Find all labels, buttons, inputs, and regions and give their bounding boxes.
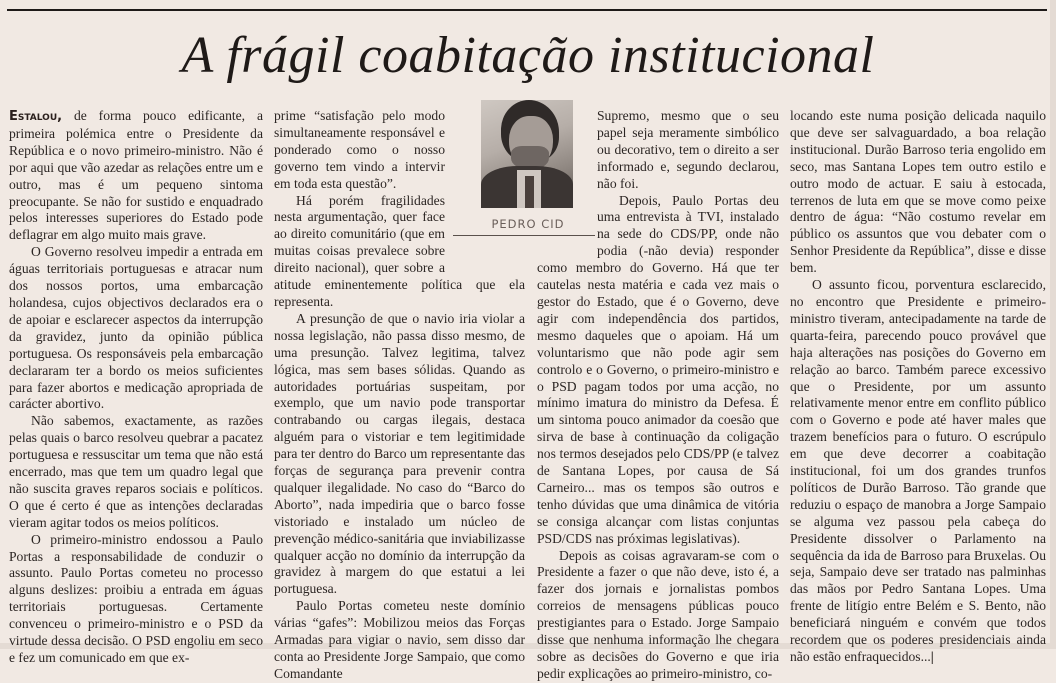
lead-word: Estalou, — [9, 109, 63, 124]
paragraph: prime “satisfação pelo modo simultaneamente responsável e ponderado como o nosso governo tem vindo a intervir em toda esta questão”. — [274, 108, 445, 191]
article-headline: A frágil coabitação institucional — [181, 27, 875, 84]
paragraph: Depois as coisas agravaram-se com o Presidente a fazer o que não deve, isto é, a fazer dos jornais e jornalistas pombos correios de mensagens públicas pouco prestigiantes para o Estado. Jorge Sampaio disse que nenhuma informação lhe chegara sobre as decisões do Governo e que iria pedir explicações ao primeiro-ministro, co- — [537, 547, 779, 681]
photo-clearance — [537, 108, 597, 258]
paragraph: O primeiro-ministro endossou a Paulo Portas a responsabilidade de conduzir o assunto. Paulo Portas cometeu no processo alguns deslizes: proibiu a entrada em águas territoriais portuguesas. Certamente convenceu o primeiro-ministro e o PSD da virtude dessa decisão. O PSD engoliu em seco e fez um comunicado em que ex- — [9, 531, 263, 665]
paragraph: Não sabemos, exactamente, as razões pelas quais o barco resolveu quebrar a pacatez portuguesa e ressuscitar um tema que não está encerrado, mas que tem um quadro legal que não suscita graves reparos sociais e políticos. O que é certo é que as intenções declaradas vieram agitar todos os meios políticos. — [9, 413, 263, 530]
paragraph: A presunção de que o navio iria violar a nossa legislação, não passa disso mesmo, de uma presunção. Talvez legitima, talvez lógica, mas sem bases sólidas. Quando as autoridades portuárias suspeitam, por exemplo, que um navio pode transportar contrabando ou cargas ilegais, destaca alguém para o vistoriar e tem legitimidade para ter dentro do Barco um representante das forças de segurança para prevenir contra qualquer ilegalidade. No caso do “Barco do Aborto”, nada impediria que o barco fosse vistoriado e instalado um núcleo de prevenção médico-sanitária que inviabilizasse qualquer acção no domínio da interrupção da gravidez à margem do que estatui a lei portuguesa. — [274, 310, 525, 597]
paragraph: Paulo Portas cometeu neste domínio várias “gafes”: Mobilizou meios das Forças Armadas para vigiar o navio, sem disso dar conta ao Presidente Jorge Sampaio, que como Comandante — [274, 598, 525, 681]
paragraph: Estalou, de forma pouco edificante, a primeira polémica entre o Presidente da República e o novo primeiro-ministro. Não é por aqui que vão azedar as relações entre um e outro, mas é um pequeno sintoma preocupante. Se não for sustido e enquadrado pelos interesses superiores do Estado pode deflagrar em algo muito mais grave. — [9, 108, 263, 243]
paragraph: O assunto ficou, porventura esclarecido, no encontro que Presidente e primeiro-ministro tiveram, antecipadamente na tarde de quarta-feira, parecendo pouco provável que haja alterações nas posições do Governo em relação ao barco. Também parece excessivo que o Presidente, por um assunto relativamente menor entre em conflito público com o Governo e pode até haver males que trazem benefícios para o futuro. O escrúpulo em que deve decorrer a coabitação institucional, foi um dos grandes trunfos políticos de Durão Barroso. Tão grande que reduziu o espaço de manobra a Jorge Sampaio se alguma vez passou pela cabeça do Presidente dissolver o Parlamento na sequência da ida de Barroso para Bruxelas. Ou seja, Sampaio deve ser tratado nas palminhas das mãos por Pedro Santana Lopes. Uma frente de litígio entre Belém e S. Bento, não beneficiará ninguém e convém que todos recordem que os poderes presidenciais ainda não estão enfraquecidos...| — [790, 277, 1046, 664]
top-rule-divider — [7, 9, 1047, 11]
end-mark: | — [930, 649, 934, 664]
article-column-3 — [537, 108, 779, 683]
article-column-4 — [790, 108, 1046, 666]
paragraph: O Governo resolveu impedir a entrada em águas territoriais portuguesas e atracar num dos nossos portos, uma embarcação holandesa, cujos objectivos declarados era o de apoiar e esclarecer aspectos da interrupção da gravidez, junto da opinião pública portuguesa. Os responsáveis pela embarcação declararam ter a bordo os meios suficientes para fazer abortos e medicação apropriada de carácter abortivo. — [9, 244, 263, 412]
article-column-1 — [9, 108, 263, 667]
author-byline: PEDRO CID — [491, 217, 565, 231]
paragraph: Supremo, mesmo que o seu papel seja meramente simbólico ou decorativo, tem o direito a ser informado e, segundo declarou, não foi. — [597, 108, 779, 191]
paragraph: Depois, Paulo Portas deu uma entrevista à TVI, instalado na sede do CDS/PP, onde não podia (-não devia) responder como membro do Governo. Há que ter cautelas nesta matéria e cada vez mais o gestor do Estado, que é o Governo, deve agir com independência dos partidos, mesmo daqueles que o apoiam. Há um voluntarismo que não pode agir sem controlo e o Governo, o primeiro-ministro e o PSD pagam todos por uma acção, no mínimo imatura do ministro da Defesa. É um sintoma pouco animador da coesão que sirva de base à continuação da coligação nos termos desejados pelo CDS/PP (e talvez de Santana Lopes, por causa de Sá Carneiro... mas os tempos são outros e tenho dúvidas que uma dinâmica de vitória se consiga alcançar com listas conjuntas PSD/CDS nas próximas legislativas). — [537, 192, 779, 546]
paragraph: locando este numa posição delicada naquilo que deve ser salvaguardado, a boa relação institucional. Durão Barroso teria engolido em seco, mas Santana Lopes tem outro estilo e outro modo de actuar. E saiu à estocada, terrenos de luta em que se move como peixe dentro de água: “Não costumo revelar em público os assuntos que vou debater com o Senhor Presidente da República”, disse e disse bem. — [790, 108, 1046, 276]
paragraph: Há porém fragilidades nesta argumentação, quer face ao direito comunitário (que em muitas coisas prevalece sobre direito nacional), quer sobre a atitude eminentemente política que ela representa. — [274, 192, 525, 309]
